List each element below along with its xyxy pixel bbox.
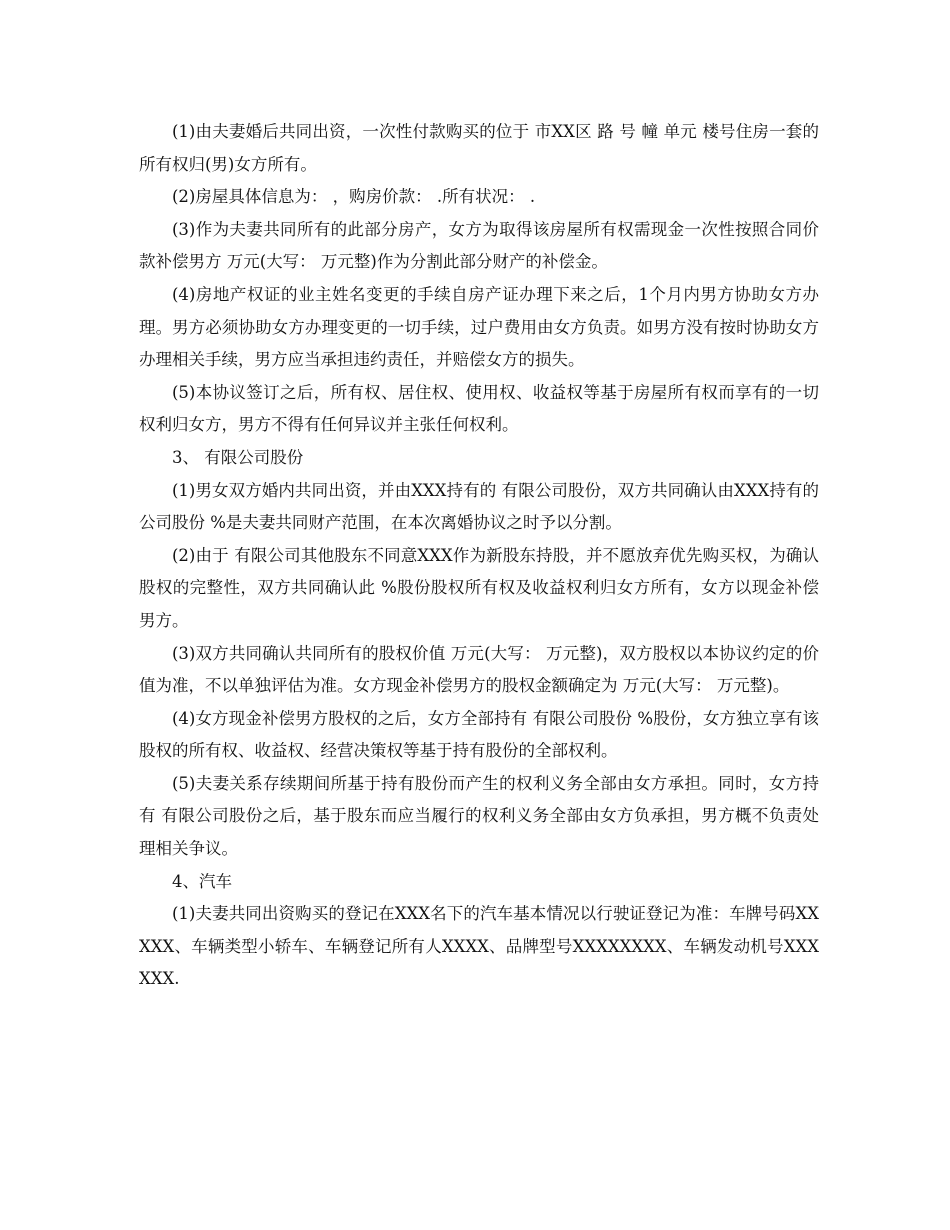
paragraph-house-ownership: (1)由夫妻婚后共同出资，一次性付款购买的位于 市XX区 路 号 幢 单元 楼号住房一套的所有权归(男)女方所有。 [139,122,819,174]
section-heading-car: 4、汽车 [172,871,232,891]
paragraph-shares-obligations: (5)夫妻关系存续期间所基于持有股份而产生的权利义务全部由女方承担。同时，女方持有 有限公司股份之后，基于股东而应当履行的权利义务全部由女方负承担，男方概不负责处理相关争议。 [139,773,819,859]
paragraph-house-info: (2)房屋具体信息为： ，购房价款： .所有状况： . [172,187,536,207]
paragraph-car-details: (1)夫妻共同出资购买的登记在XXX名下的汽车基本情况以行驶证登记为准：车牌号码XXXXX、车辆类型小轿车、车辆登记所有人XXXX、品牌型号XXXXXXXX、车辆发动机号XXXXXX. [139,904,819,989]
paragraph-title-transfer: (4)房地产权证的业主姓名变更的手续自房产证办理下来之后，1个月内男方协助女方办理。男方必须协助女方办理变更的一切手续，过户费用由女方负责。如男方没有按时协助女方办理相关手续，男方应当承担违约责任，并赔偿女方的损失。 [139,284,819,370]
paragraph-shares-ownership: (2)由于 有限公司其他股东不同意XXX作为新股东持股，并不愿放弃优先购买权，为确认股权的完整性，双方共同确认此 %股份股权所有权及收益权利归女方所有，女方以现金补偿男方。 [139,545,819,630]
paragraph-shares-valuation: (3)双方共同确认共同所有的股权价值 万元(大写： 万元整)，双方股权以本协议约定的价值为准，不以单独评估为准。女方现金补偿男方的股权金额确定为 万元(大写： 万元整)。 [139,643,819,696]
paragraph-house-compensation: (3)作为夫妻共同所有的此部分房产，女方为取得该房屋所有权需现金一次性按照合同价款补偿男方 万元(大写： 万元整)作为分割此部分财产的补偿金。 [139,219,819,272]
section-heading-company-shares: 3、 有限公司股份 [172,447,304,467]
paragraph-rights-after-signing: (5)本协议签订之后，所有权、居住权、使用权、收益权等基于房屋所有权而享有的一切权利归女方，男方不得有任何异议并主张任何权利。 [139,382,819,435]
document-body [139,116,819,996]
paragraph-shares-joint-funding: (1)男女双方婚内共同出资，并由XXX持有的 有限公司股份，双方共同确认由XXX持有的公司股份 %是夫妻共同财产范围，在本次离婚协议之时予以分割。 [139,480,819,533]
paragraph-shares-full-rights: (4)女方现金补偿男方股权的之后，女方全部持有 有限公司股份 %股份，女方独立享有该股权的所有权、收益权、经营决策权等基于持有股份的全部权利。 [139,708,819,761]
